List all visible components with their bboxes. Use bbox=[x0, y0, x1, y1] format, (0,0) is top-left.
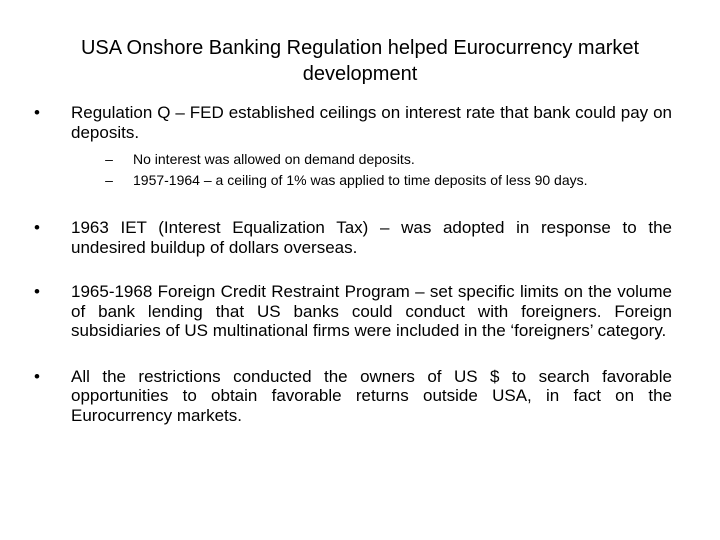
sub-bullet-marker: – bbox=[105, 172, 113, 188]
bullet-text: All the restrictions conducted the owners of US $ to search favorable opportunities to obtain favorable returns outside USA, in fact on the Eurocurrency markets. bbox=[71, 366, 672, 425]
bullet-item-restrictions bbox=[30, 367, 672, 426]
sub-bullet-marker: – bbox=[105, 151, 113, 167]
sub-bullet-text: No interest was allowed on demand deposits. bbox=[133, 151, 415, 167]
bullet-marker: • bbox=[34, 366, 40, 386]
bullet-text: 1963 IET (Interest Equalization Tax) – was adopted in response to the undesired buildup of dollars overseas. bbox=[71, 218, 672, 257]
bullet-text: Regulation Q – FED established ceilings on interest rate that bank could pay on deposits. bbox=[71, 103, 672, 142]
bullet-marker: • bbox=[34, 103, 40, 122]
bullet-text: 1965-1968 Foreign Credit Restraint Program – set specific limits on the volume of bank lending that US banks could conduct with foreigners. Foreign subsidiaries of US multinational firms were included in the ‘foreigners’ category. bbox=[71, 282, 672, 340]
bullet-marker: • bbox=[34, 218, 40, 237]
bullet-item-regulation-q bbox=[30, 103, 672, 188]
sub-bullet-item bbox=[102, 172, 672, 188]
slide-title: USA Onshore Banking Regulation helped Eurocurrency market development bbox=[80, 37, 640, 85]
sub-bullet-list bbox=[71, 151, 672, 188]
sub-bullet-text: 1957-1964 – a ceiling of 1% was applied to time deposits of less 90 days. bbox=[133, 172, 588, 188]
bullet-list bbox=[30, 103, 672, 425]
bullet-item-fcrp bbox=[30, 282, 672, 341]
bullet-marker: • bbox=[34, 282, 40, 301]
bullet-item-iet bbox=[30, 218, 672, 257]
sub-bullet-item bbox=[102, 151, 672, 167]
